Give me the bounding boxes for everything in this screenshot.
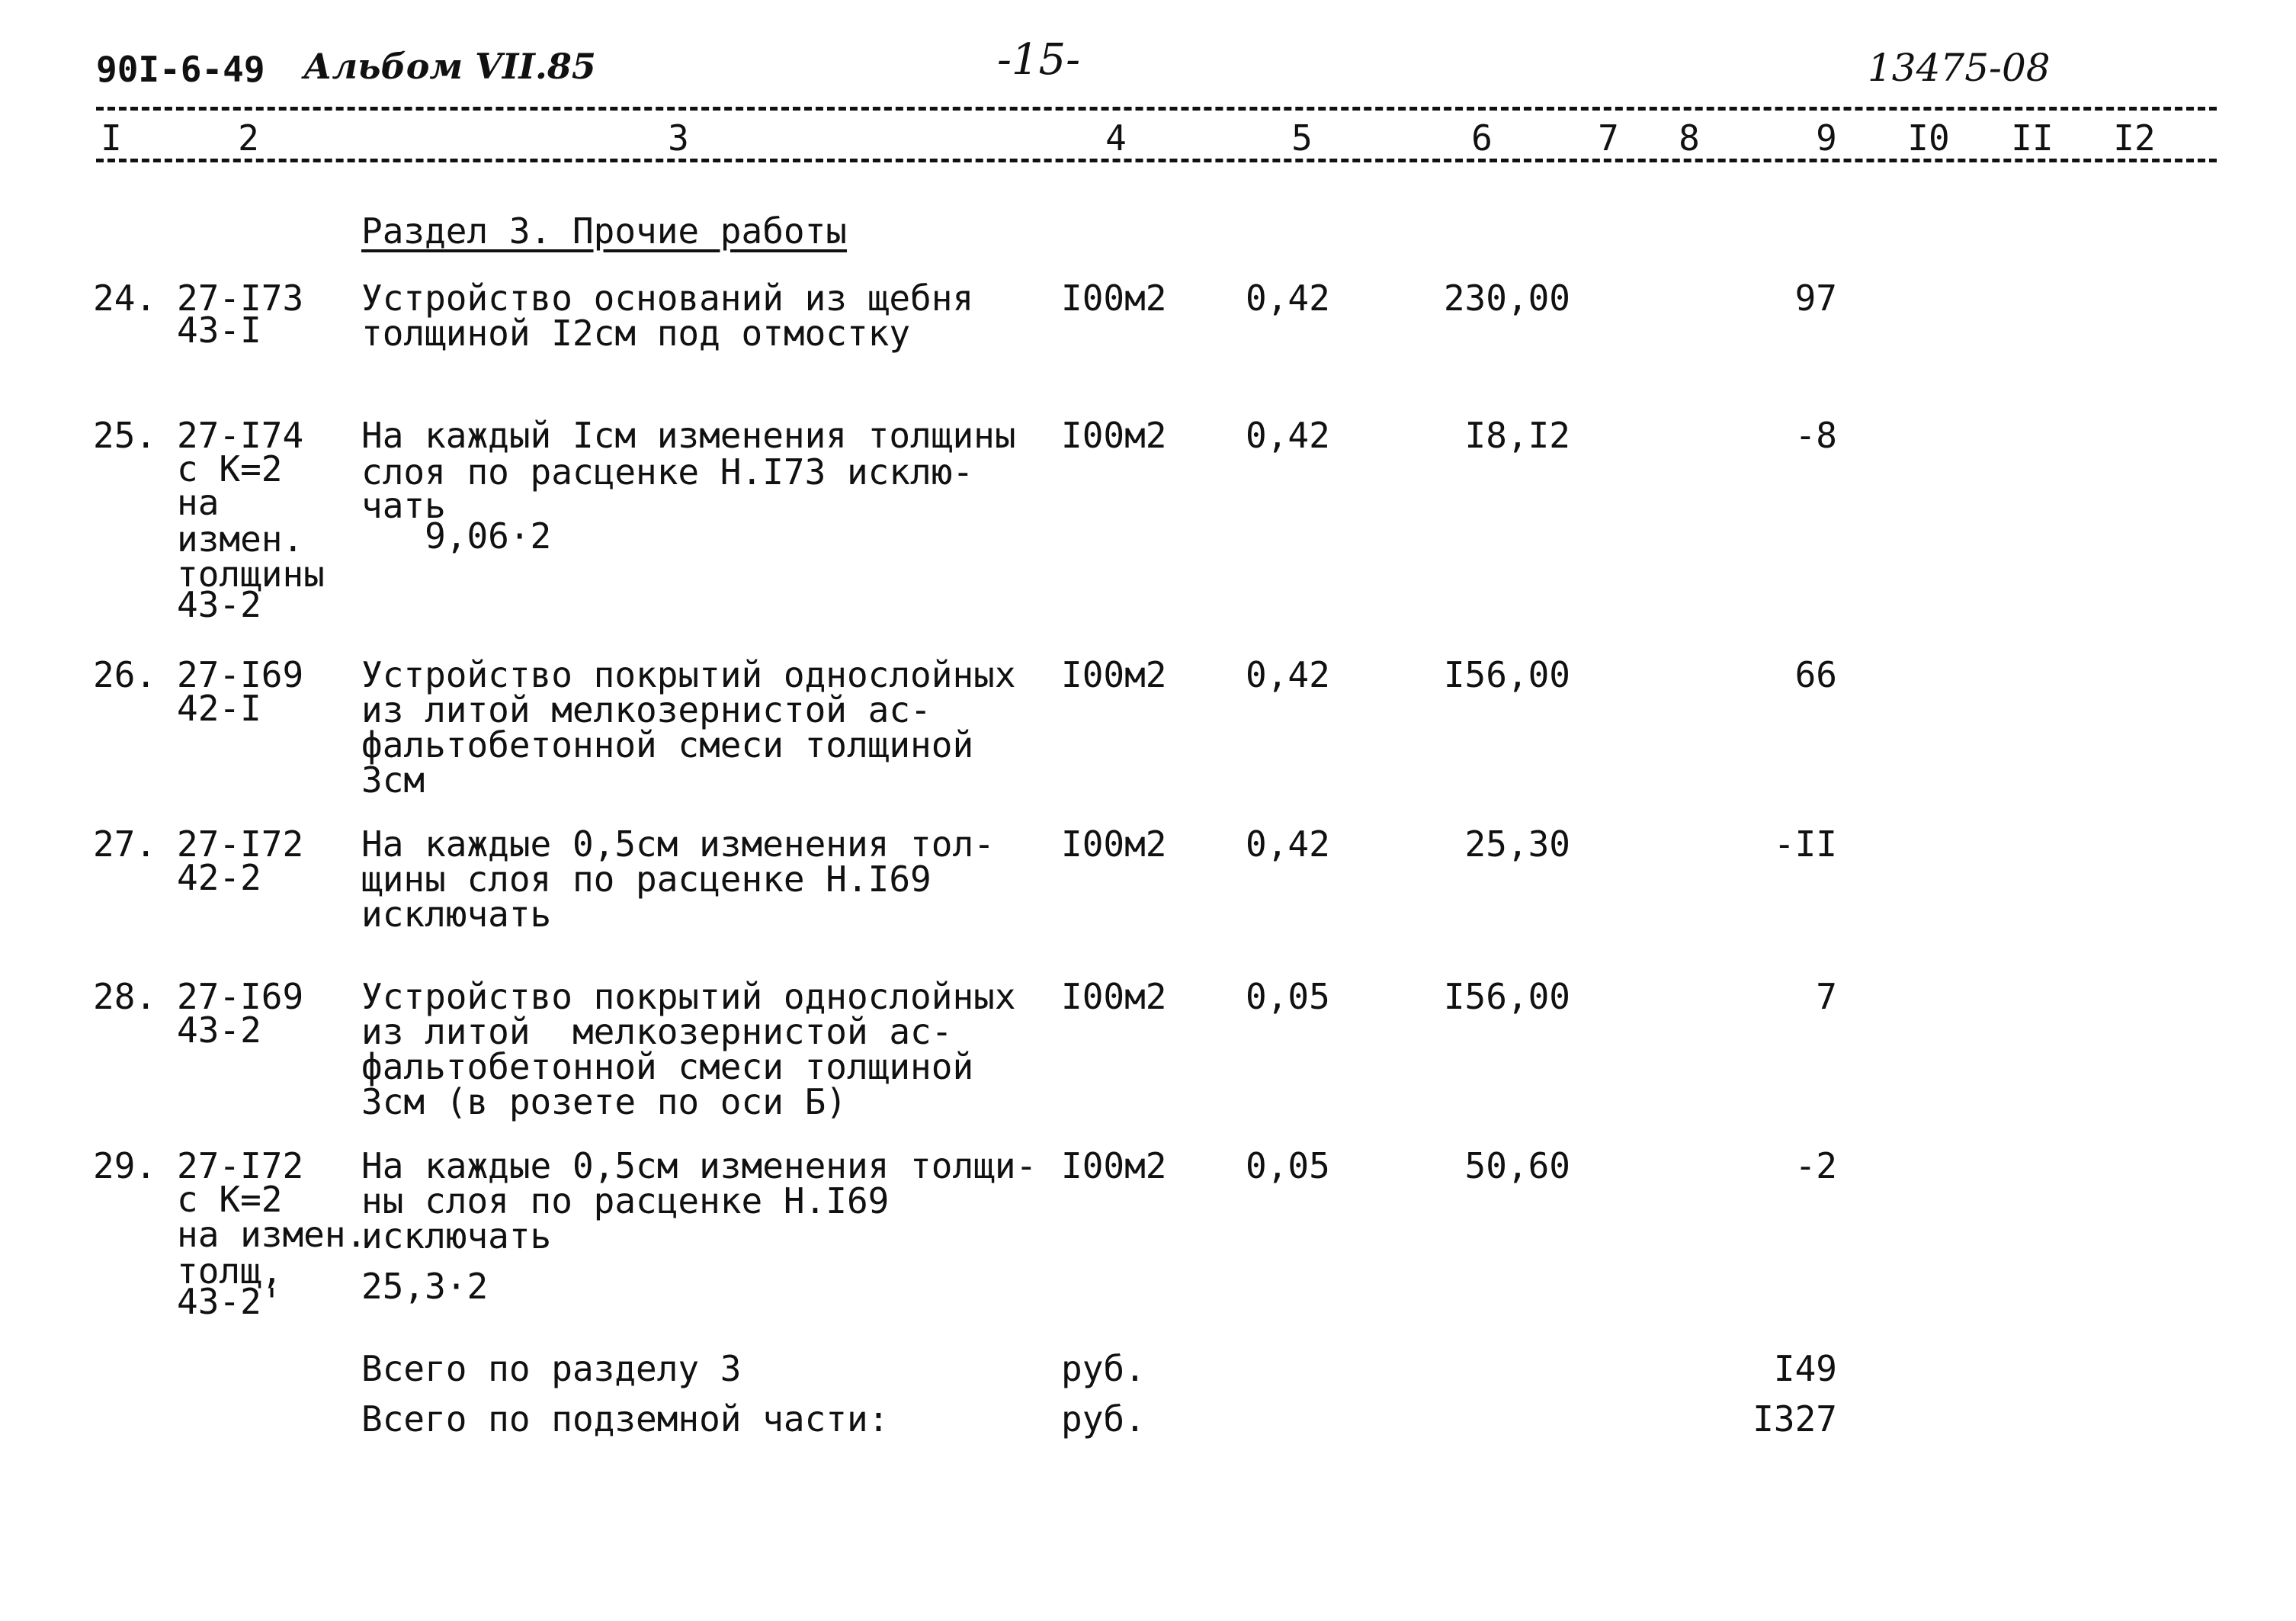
description-line: 3см	[361, 759, 425, 801]
column-header: 6	[1471, 117, 1493, 159]
rate-code-line: толщины	[177, 554, 325, 595]
rate-code-line: 27-I72	[177, 1145, 304, 1186]
unit-price: 230,00	[1443, 278, 1570, 319]
row-index: 28.	[93, 976, 157, 1017]
column-header: I0	[1907, 117, 1950, 159]
rate-code-line: 43-2	[177, 1010, 261, 1051]
description-line: Устройство оснований из щебня	[361, 278, 974, 319]
rate-code-line: на	[177, 482, 220, 523]
row-index: 26.	[93, 654, 157, 695]
rate-code-line: измен.	[177, 518, 304, 560]
column-header: 5	[1291, 117, 1313, 159]
unit-price: 50,60	[1464, 1145, 1570, 1186]
rate-code-line: толщ,	[177, 1250, 283, 1292]
description-line: исключать	[361, 1215, 552, 1257]
description-line: На каждый Iсм изменения толщины	[361, 415, 1016, 456]
column-header: 3	[668, 117, 689, 159]
column-header: 9	[1816, 117, 1837, 159]
column-header: 4	[1105, 117, 1127, 159]
rate-code-line: с К=2	[177, 1179, 283, 1220]
quantity: 0,42	[1246, 654, 1330, 695]
quantity: 0,42	[1246, 823, 1330, 865]
unit: I00м2	[1061, 654, 1167, 695]
rate-code-line: с К=2	[177, 448, 283, 490]
rate-code-line: 27-I69	[177, 976, 304, 1017]
description-line: толщиной I2см под отмостку	[361, 313, 911, 354]
row-total: -2	[1794, 1145, 1837, 1186]
description-line: Устройство покрытий однослойных	[361, 654, 1016, 695]
description-line: 25,3·2	[361, 1266, 489, 1307]
quantity: 0,42	[1246, 278, 1330, 319]
rate-code-line: 27-I74	[177, 415, 304, 456]
unit: I00м2	[1061, 415, 1167, 456]
description-line: слоя по расценке Н.I73 исклю-	[361, 451, 974, 493]
description-line: Устройство покрытий однослойных	[361, 976, 1016, 1017]
row-index: 25.	[93, 415, 157, 456]
row-index: 27.	[93, 823, 157, 865]
description-line: из литой мелкозернистой ас-	[361, 1011, 953, 1052]
total-unit: руб.	[1061, 1348, 1146, 1389]
rate-code-line: 42-2	[177, 857, 261, 898]
column-header: I2	[2113, 117, 2156, 159]
unit-price: I56,00	[1443, 976, 1570, 1017]
total-unit: руб.	[1061, 1398, 1146, 1440]
rate-code-line: 43-I	[177, 310, 261, 351]
album-label: Альбом VII.85	[303, 46, 596, 87]
description-line: фальтобетонной смеси толщиной	[361, 724, 974, 766]
description-line: На каждые 0,5см изменения тол-	[361, 823, 995, 865]
quantity: 0,42	[1246, 415, 1330, 456]
description-line: из литой мелкозернистой ас-	[361, 689, 932, 730]
description-line: исключать	[361, 894, 552, 935]
unit: I00м2	[1061, 278, 1167, 319]
rate-code-line: 27-I69	[177, 654, 304, 695]
row-total: -8	[1794, 415, 1837, 456]
column-header: I	[101, 117, 122, 159]
description-line: щины слоя по расценке Н.I69	[361, 859, 932, 900]
description-line: фальтобетонной смеси толщиной	[361, 1046, 974, 1087]
total-label: Всего по подземной части:	[361, 1398, 890, 1440]
doc-code: 90I-6-49	[96, 49, 265, 90]
row-total: 97	[1794, 278, 1837, 319]
unit: I00м2	[1061, 1145, 1167, 1186]
row-total: -II	[1773, 823, 1837, 865]
description-line: 9,06·2	[361, 515, 552, 557]
row-total: 7	[1816, 976, 1837, 1017]
column-header: II	[2011, 117, 2054, 159]
total-label: Всего по разделу 3	[361, 1348, 742, 1389]
rate-code-line: 27-I72	[177, 823, 304, 865]
unit-price: I56,00	[1443, 654, 1570, 695]
column-header: 8	[1679, 117, 1700, 159]
description-line: 3см (в розете по оси Б)	[361, 1081, 847, 1122]
header-rule-top	[96, 107, 2217, 111]
row-total: 66	[1794, 654, 1837, 695]
section-title: Раздел 3. Прочие работы	[361, 210, 847, 252]
rate-code-line: на измен.	[177, 1214, 367, 1255]
row-index: 24.	[93, 278, 157, 319]
description-line: ны слоя по расценке Н.I69	[361, 1180, 890, 1221]
total-value: I327	[1752, 1398, 1837, 1440]
unit-price: 25,30	[1464, 823, 1570, 865]
column-header: 2	[238, 117, 259, 159]
row-index: 29.	[93, 1145, 157, 1186]
header-rule-bottom	[96, 159, 2217, 162]
unit-price: I8,I2	[1464, 415, 1570, 456]
column-header: 7	[1598, 117, 1619, 159]
total-value: I49	[1773, 1348, 1837, 1389]
description-line: На каждые 0,5см изменения толщи-	[361, 1145, 1037, 1186]
quantity: 0,05	[1246, 1145, 1330, 1186]
description-line: чать	[361, 485, 446, 526]
inventory-number: 13475-08	[1868, 46, 2051, 90]
rate-code-line: 42-I	[177, 688, 261, 729]
page-number: -15-	[997, 35, 1081, 85]
rate-code-line: 43-2'	[177, 1281, 283, 1322]
unit: I00м2	[1061, 823, 1167, 865]
unit: I00м2	[1061, 976, 1167, 1017]
quantity: 0,05	[1246, 976, 1330, 1017]
rate-code-line: 43-2	[177, 584, 261, 625]
rate-code-line: 27-I73	[177, 278, 304, 319]
